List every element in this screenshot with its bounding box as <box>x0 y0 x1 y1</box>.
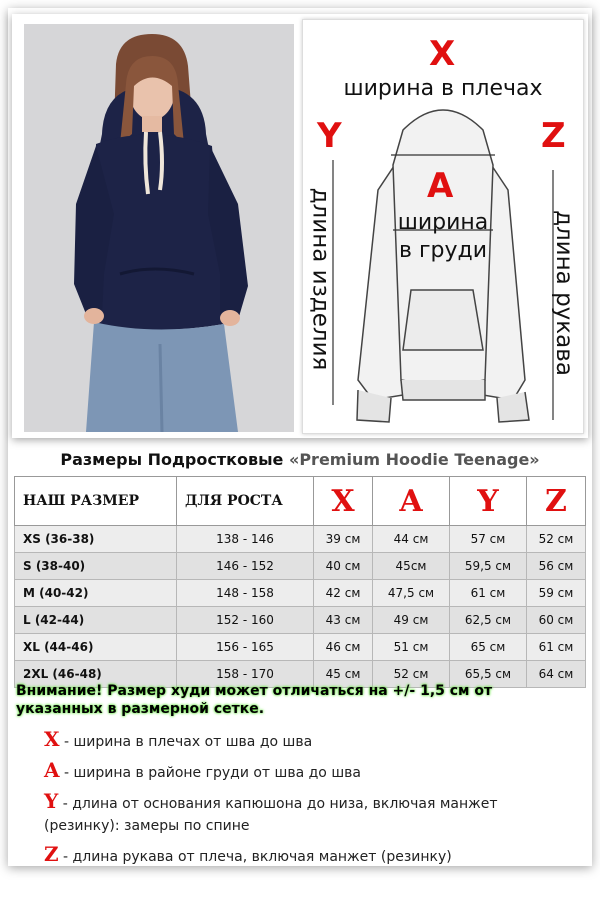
col-header-height: ДЛЯ РОСТА <box>177 477 314 526</box>
table-row <box>15 553 586 580</box>
chest-width-label-line2: в груди <box>398 238 487 263</box>
cell-z: 61 см <box>526 634 585 661</box>
cell-z: 56 см <box>526 553 585 580</box>
x-letter: X <box>429 34 456 74</box>
col-header-a: A <box>373 477 450 526</box>
legend-item-x <box>44 728 574 753</box>
cell-z: 64 см <box>526 661 585 688</box>
cell-size: XL (44-46) <box>15 634 177 661</box>
cell-a: 45см <box>373 553 450 580</box>
cell-y: 65 см <box>449 634 526 661</box>
attention-note: Внимание! Размер худи может отличаться на +/- 1,5 см от указанных в размерной сетке. <box>16 683 493 717</box>
cell-height: 138 - 146 <box>177 526 314 553</box>
cell-size: 2XL (46-48) <box>15 661 177 688</box>
col-header-z: Z <box>526 477 585 526</box>
cell-size: XS (36-38) <box>15 526 177 553</box>
cell-height: 152 - 160 <box>177 607 314 634</box>
size-table <box>14 476 586 688</box>
cell-x: 45 см <box>314 661 373 688</box>
legend-letter: Z <box>44 842 59 866</box>
size-diagram <box>302 19 584 434</box>
heading-product-name: «Premium Hoodie Teenage» <box>288 450 540 469</box>
heading-main: Размеры Подростковые <box>60 450 284 469</box>
table-heading <box>0 450 600 469</box>
model-photo <box>24 24 294 432</box>
col-header-y: Y <box>449 477 526 526</box>
legend-item-z <box>44 843 574 868</box>
cell-size: S (38-40) <box>15 553 177 580</box>
cell-x: 46 см <box>314 634 373 661</box>
legend-text: - ширина в плечах от шва до шва <box>59 734 313 750</box>
legend-text: - длина от основания капюшона до низа, включая манжет (резинку): замеры по спине <box>44 796 498 834</box>
cell-x: 40 см <box>314 553 373 580</box>
cell-z: 52 см <box>526 526 585 553</box>
sleeve-length-label: длина рукава <box>550 210 577 376</box>
table-header-row <box>15 477 586 526</box>
cell-a: 51 см <box>373 634 450 661</box>
col-header-x: X <box>314 477 373 526</box>
cell-height: 146 - 152 <box>177 553 314 580</box>
cell-a: 52 см <box>373 661 450 688</box>
item-length-label: длина изделия <box>307 187 334 371</box>
cell-y: 61 см <box>449 580 526 607</box>
cell-y: 62,5 см <box>449 607 526 634</box>
cell-x: 39 см <box>314 526 373 553</box>
cell-a: 49 см <box>373 607 450 634</box>
legend-text: - ширина в районе груди от шва до шва <box>59 765 361 781</box>
cell-height: 148 - 158 <box>177 580 314 607</box>
legend-text: - длина рукава от плеча, включая манжет (резинку) <box>58 849 452 865</box>
y-letter: Y <box>317 116 342 156</box>
cell-size: M (40-42) <box>15 580 177 607</box>
measurement-legend <box>44 728 574 874</box>
table-row <box>15 607 586 634</box>
legend-letter: A <box>44 758 60 782</box>
cell-height: 156 - 165 <box>177 634 314 661</box>
model-photo-illustration <box>24 24 294 432</box>
cell-y: 65,5 см <box>449 661 526 688</box>
chest-width-label-line1: ширина <box>397 210 489 235</box>
cell-size: L (42-44) <box>15 607 177 634</box>
cell-x: 42 см <box>314 580 373 607</box>
legend-item-y <box>44 790 574 837</box>
shoulder-width-label: ширина в плечах <box>343 76 543 101</box>
table-row <box>15 526 586 553</box>
cell-a: 44 см <box>373 526 450 553</box>
image-panel <box>12 14 588 438</box>
z-letter: Z <box>541 116 566 156</box>
cell-y: 57 см <box>449 526 526 553</box>
legend-letter: Y <box>44 789 59 813</box>
legend-letter: X <box>44 727 60 751</box>
col-header-size: НАШ РАЗМЕР <box>15 477 177 526</box>
cell-x: 43 см <box>314 607 373 634</box>
cell-z: 60 см <box>526 607 585 634</box>
cell-a: 47,5 см <box>373 580 450 607</box>
table-row <box>15 580 586 607</box>
table-row <box>15 634 586 661</box>
legend-item-a <box>44 759 574 784</box>
cell-height: 158 - 170 <box>177 661 314 688</box>
a-letter: A <box>427 166 454 206</box>
cell-y: 59,5 см <box>449 553 526 580</box>
cell-z: 59 см <box>526 580 585 607</box>
